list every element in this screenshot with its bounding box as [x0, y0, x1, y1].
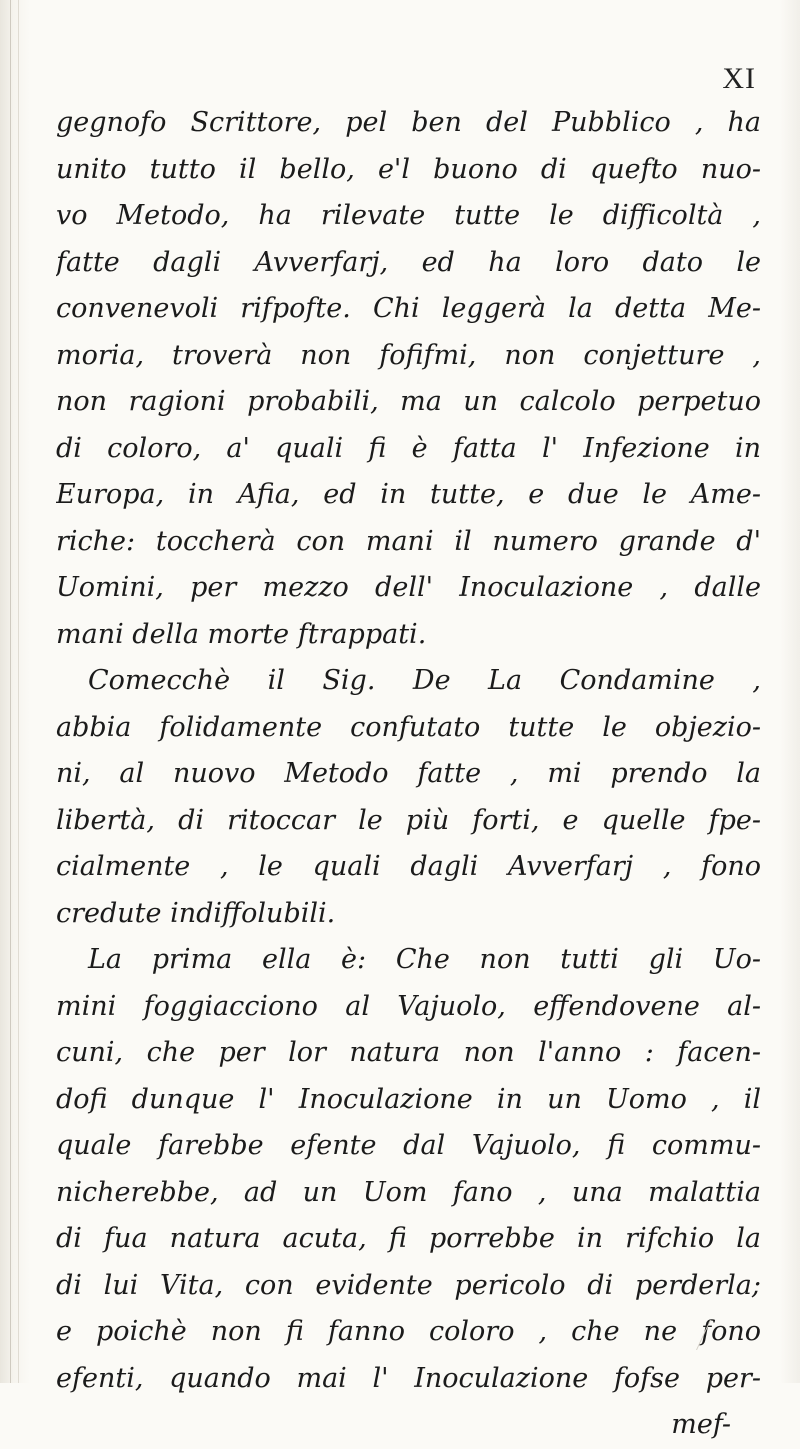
- paragraph-start-line: La prima ella è: Che non tutti gli Uo-: [88, 944, 761, 975]
- text-line: non ragioni probabili, ma un calcolo perpetuo: [56, 386, 761, 417]
- text-line: efenti, quando mai l' Inoculazione fofse per-: [56, 1362, 761, 1394]
- text-line: mini foggiacciono al Vajuolo, effendovene al-: [56, 990, 761, 1022]
- body-text: [56, 100, 761, 1449]
- text-line: Uomini, per mezzo dell' Inoculazione , dalle: [56, 572, 761, 603]
- text-line: abbia folidamente confutato tutte le objezio-: [56, 711, 761, 743]
- binding-edge: [10, 0, 11, 1383]
- text-line: Europa, in Afia, ed in tutte, e due le Ame-: [56, 479, 761, 510]
- text-line: di lui Vita, con evidente pericolo di perderla;: [56, 1269, 761, 1301]
- text-line: riche: toccherà con mani il numero grande d': [56, 525, 761, 557]
- paragraph-start-line: Comecchè il Sig. De La Condamine ,: [88, 665, 761, 696]
- text-line: vo Metodo, ha rilevate tutte le difficoltà ,: [56, 200, 761, 231]
- text-line: gegnofo Scrittore, pel ben del Pubblico , ha: [56, 107, 761, 138]
- text-line: nicherebbe, ad un Uom fano , una malattia: [56, 1176, 761, 1208]
- text-line: libertà, di ritoccar le più forti, e quelle fpe-: [56, 804, 761, 836]
- text-line: di coloro, a' quali fi è fatta l' Infezione in: [56, 432, 761, 464]
- text-line: convenevoli rifpofte. Chi leggerà la detta Me-: [56, 293, 761, 324]
- text-line: ni, al nuovo Metodo fatte , mi prendo la: [56, 758, 761, 789]
- paragraph-end-line: mani della morte ftrappati.: [56, 618, 427, 650]
- text-line: moria, troverà non fofifmi, non conjetture ,: [56, 339, 761, 371]
- text-line: cuni, che per lor natura non l'anno : facen-: [56, 1037, 761, 1068]
- catchword: mef-: [671, 1409, 731, 1440]
- text-line: unito tutto il bello, e'l buono di quefto nuo-: [56, 153, 761, 185]
- binding-edge-shadow: [18, 0, 19, 1383]
- text-line: dofi dunque l' Inoculazione in un Uomo , il: [56, 1083, 761, 1115]
- text-line: di fua natura acuta, fi porrebbe in rifchio la: [56, 1223, 761, 1254]
- page-number: XI: [722, 62, 756, 95]
- text-line: fatte dagli Avverfarj, ed ha loro dato le: [56, 246, 761, 278]
- paragraph-end-line: credute indiffolubili.: [56, 897, 336, 929]
- text-line: cialmente , le quali dagli Avverfarj , fono: [56, 851, 761, 882]
- text-line: e poichè non fi fanno coloro , che ne fono: [56, 1316, 761, 1347]
- text-line: quale farebbe efente dal Vajuolo, fi commu-: [56, 1130, 761, 1161]
